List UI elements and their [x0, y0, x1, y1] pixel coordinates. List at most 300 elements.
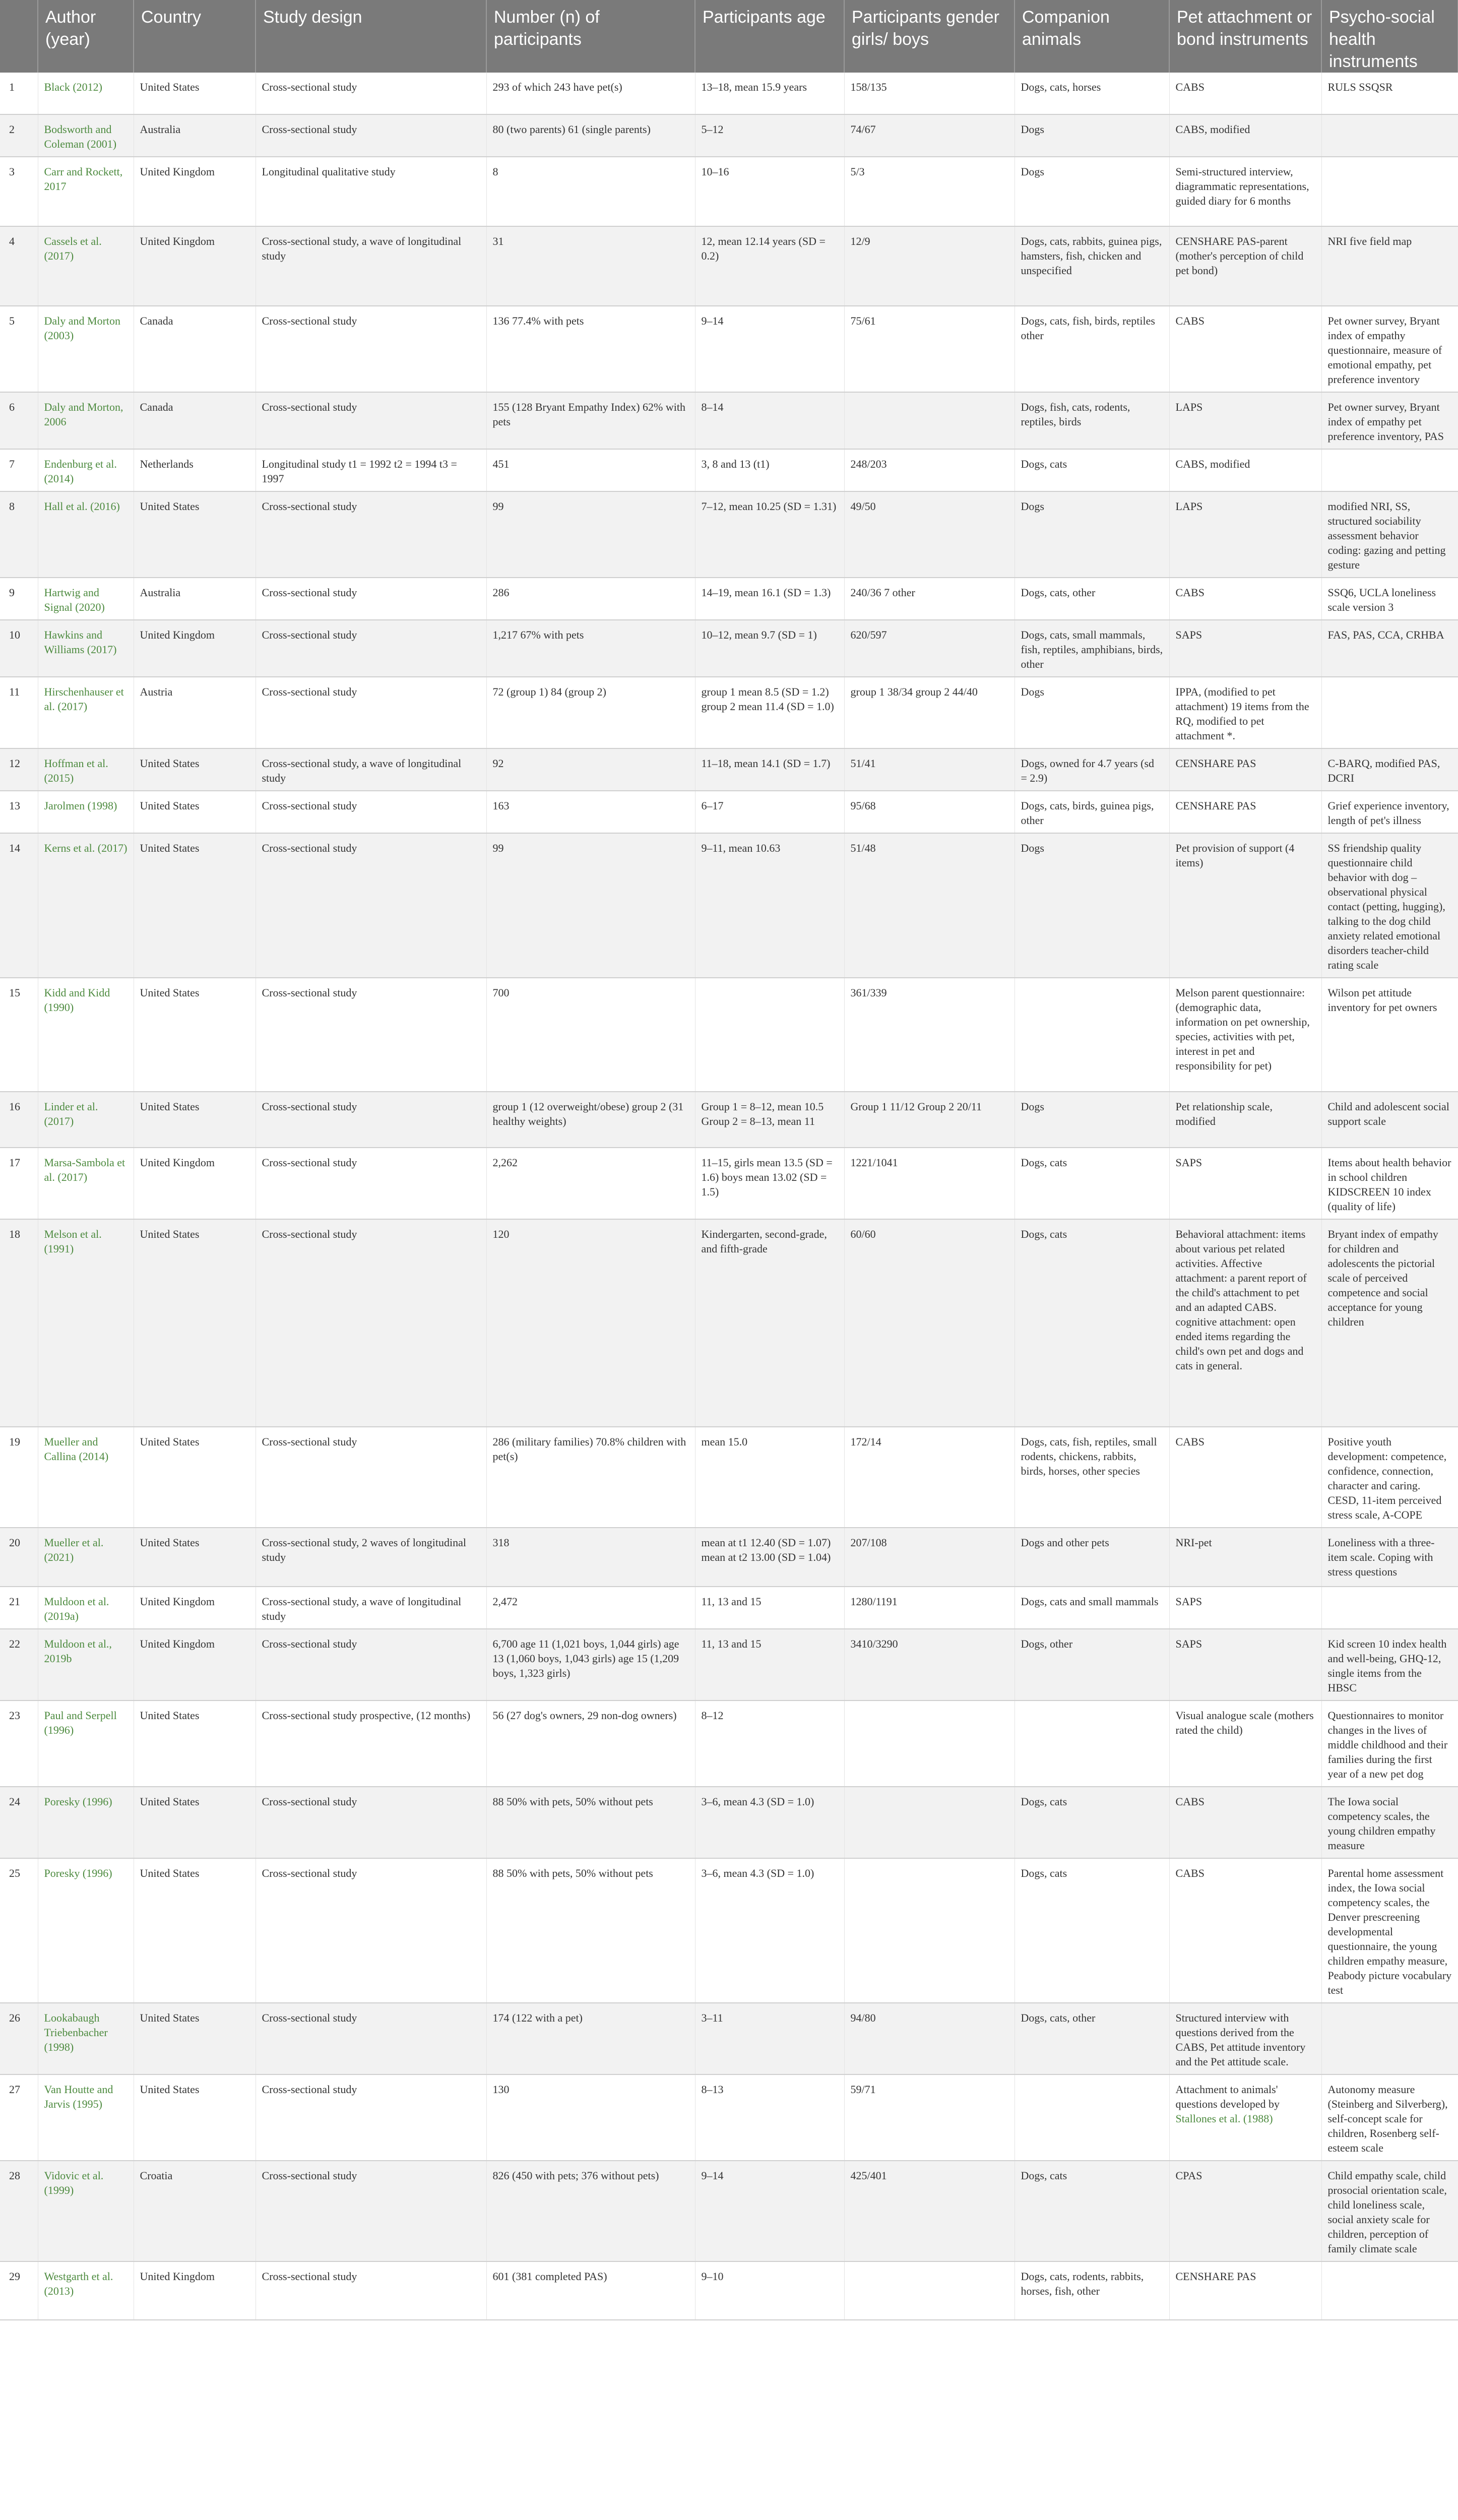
participants-count: 31	[486, 226, 695, 306]
study-design: Cross-sectional study	[256, 306, 486, 392]
participants-count: 826 (450 with pets; 376 without pets)	[486, 2161, 695, 2261]
study-design: Cross-sectional study prospective, (12 months)	[256, 1700, 486, 1787]
health-instruments: Pet owner survey, Bryant index of empathy questionnaire, measure of emotional empathy, pet preference inventory	[1321, 306, 1458, 392]
table-row	[0, 2261, 1458, 2320]
study-design: Cross-sectional study	[256, 1219, 486, 1427]
participants-gender: 1280/1191	[844, 1587, 1015, 1629]
participants-count: 72 (group 1) 84 (group 2)	[486, 677, 695, 748]
author-year[interactable]: Linder et al. (2017)	[38, 1092, 134, 1148]
author-year[interactable]: Lookabaugh Triebenbacher (1998)	[38, 2003, 134, 2074]
country: United States	[134, 978, 256, 1092]
participants-gender	[844, 1858, 1015, 2003]
health-instruments: SSQ6, UCLA loneliness scale version 3	[1321, 578, 1458, 620]
table-row	[0, 833, 1458, 978]
table-row	[0, 620, 1458, 677]
companion-animals: Dogs, cats, rodents, rabbits, horses, fish, other	[1015, 2261, 1169, 2320]
column-header: Participants age	[695, 0, 844, 73]
study-design: Cross-sectional study	[256, 578, 486, 620]
health-instruments	[1321, 2261, 1458, 2320]
attachment-instruments: IPPA, (modified to pet attachment) 19 items from the RQ, modified to pet attachment *.	[1169, 677, 1321, 748]
study-design: Cross-sectional study	[256, 2003, 486, 2074]
participants-gender: 12/9	[844, 226, 1015, 306]
participants-gender: 3410/3290	[844, 1629, 1015, 1700]
participants-gender: 620/597	[844, 620, 1015, 677]
row-number: 12	[0, 748, 38, 791]
row-number: 20	[0, 1528, 38, 1587]
companion-animals: Dogs	[1015, 491, 1169, 578]
row-number: 22	[0, 1629, 38, 1700]
author-year[interactable]: Westgarth et al. (2013)	[38, 2261, 134, 2320]
health-instruments: C-BARQ, modified PAS, DCRI	[1321, 748, 1458, 791]
table-row	[0, 2161, 1458, 2261]
column-header	[0, 0, 38, 73]
table-row	[0, 306, 1458, 392]
author-year[interactable]: Kerns et al. (2017)	[38, 833, 134, 978]
table-row	[0, 1427, 1458, 1528]
attachment-instruments: CABS, modified	[1169, 114, 1321, 157]
table-row	[0, 1587, 1458, 1629]
participants-count: 130	[486, 2074, 695, 2161]
participants-age: group 1 mean 8.5 (SD = 1.2) group 2 mean 11.4 (SD = 1.0)	[695, 677, 844, 748]
companion-animals	[1015, 2074, 1169, 2161]
table-row	[0, 449, 1458, 491]
participants-count: 88 50% with pets, 50% without pets	[486, 1787, 695, 1858]
participants-age: 5–12	[695, 114, 844, 157]
participants-count: 293 of which 243 have pet(s)	[486, 73, 695, 114]
row-number: 3	[0, 157, 38, 226]
row-number: 15	[0, 978, 38, 1092]
participants-gender: 94/80	[844, 2003, 1015, 2074]
attachment-instruments: CENSHARE PAS	[1169, 2261, 1321, 2320]
participants-age: 13–18, mean 15.9 years	[695, 73, 844, 114]
companion-animals: Dogs, cats	[1015, 2161, 1169, 2261]
country: Australia	[134, 578, 256, 620]
participants-age: 6–17	[695, 791, 844, 833]
participants-count: 601 (381 completed PAS)	[486, 2261, 695, 2320]
table-row	[0, 748, 1458, 791]
health-instruments: Autonomy measure (Steinberg and Silverberg), self-concept scale for children, Rosenberg self-esteem scale	[1321, 2074, 1458, 2161]
participants-count: 120	[486, 1219, 695, 1427]
country: Canada	[134, 306, 256, 392]
attachment-instruments: CABS	[1169, 306, 1321, 392]
attachment-instruments: Behavioral attachment: items about various pet related activities. Affective attachment: a parent report of the child's attachment to pet and an adapted CABS. cognitive attachment: open ended items regarding the child's own pet and dogs and cats in general.	[1169, 1219, 1321, 1427]
study-design: Cross-sectional study	[256, 1427, 486, 1528]
attachment-instruments: CENSHARE PAS	[1169, 791, 1321, 833]
country: United Kingdom	[134, 1148, 256, 1219]
author-year[interactable]: Hoffman et al. (2015)	[38, 748, 134, 791]
table-row	[0, 2074, 1458, 2161]
row-number: 6	[0, 392, 38, 449]
participants-count: 451	[486, 449, 695, 491]
participants-count: 136 77.4% with pets	[486, 306, 695, 392]
attachment-instruments: CABS	[1169, 1858, 1321, 2003]
country: Netherlands	[134, 449, 256, 491]
health-instruments: Parental home assessment index, the Iowa social competency scales, the Denver prescreening developmental questionnaire, the young children empathy measure, Peabody picture vocabulary test	[1321, 1858, 1458, 2003]
attachment-instruments: CENSHARE PAS-parent (mother's perception of child pet bond)	[1169, 226, 1321, 306]
participants-gender: Group 1 11/12 Group 2 20/11	[844, 1092, 1015, 1148]
study-design: Cross-sectional study	[256, 114, 486, 157]
column-header: Participants gender girls/ boys	[844, 0, 1015, 73]
study-design: Cross-sectional study	[256, 1092, 486, 1148]
study-design: Cross-sectional study	[256, 2074, 486, 2161]
author-year[interactable]: Muldoon et al. (2019a)	[38, 1587, 134, 1629]
participants-age: 12, mean 12.14 years (SD = 0.2)	[695, 226, 844, 306]
health-instruments: Loneliness with a three-item scale. Coping with stress questions	[1321, 1528, 1458, 1587]
participants-age: 3–6, mean 4.3 (SD = 1.0)	[695, 1787, 844, 1858]
participants-count: 8	[486, 157, 695, 226]
country: United States	[134, 791, 256, 833]
health-instruments: Kid screen 10 index health and well-being, GHQ-12, single items from the HBSC	[1321, 1629, 1458, 1700]
participants-age: 10–16	[695, 157, 844, 226]
participants-gender: 60/60	[844, 1219, 1015, 1427]
participants-count: 700	[486, 978, 695, 1092]
companion-animals	[1015, 978, 1169, 1092]
participants-gender: 425/401	[844, 2161, 1015, 2261]
study-design: Cross-sectional study	[256, 978, 486, 1092]
health-instruments: SS friendship quality questionnaire child behavior with dog – observational physical contact (petting, hugging), talking to the dog child anxiety related emotional disorders teacher-child rating scale	[1321, 833, 1458, 978]
health-instruments: Questionnaires to monitor changes in the lives of middle childhood and their families during the first year of a new pet dog	[1321, 1700, 1458, 1787]
table-row	[0, 157, 1458, 226]
author-year[interactable]: Kidd and Kidd (1990)	[38, 978, 134, 1092]
author-year[interactable]: Endenburg et al. (2014)	[38, 449, 134, 491]
country: United States	[134, 1787, 256, 1858]
study-design: Cross-sectional study	[256, 73, 486, 114]
author-year[interactable]: Bodsworth and Coleman (2001)	[38, 114, 134, 157]
attachment-instruments: Attachment to animals' questions developed by Stallones et al. (1988)	[1169, 2074, 1321, 2161]
participants-gender: 49/50	[844, 491, 1015, 578]
participants-age: 8–14	[695, 392, 844, 449]
companion-animals: Dogs and other pets	[1015, 1528, 1169, 1587]
table-row	[0, 1219, 1458, 1427]
participants-age: 3–11	[695, 2003, 844, 2074]
table-row	[0, 677, 1458, 748]
country: United States	[134, 73, 256, 114]
row-number: 23	[0, 1700, 38, 1787]
companion-animals: Dogs, cats	[1015, 449, 1169, 491]
health-instruments: modified NRI, SS, structured sociability assessment behavior coding: gazing and petting gesture	[1321, 491, 1458, 578]
row-number: 9	[0, 578, 38, 620]
table-body	[0, 73, 1458, 2320]
participants-age: mean 15.0	[695, 1427, 844, 1528]
participants-gender: 172/14	[844, 1427, 1015, 1528]
participants-age: 3–6, mean 4.3 (SD = 1.0)	[695, 1858, 844, 2003]
row-number: 7	[0, 449, 38, 491]
row-number: 18	[0, 1219, 38, 1427]
participants-gender: 1221/1041	[844, 1148, 1015, 1219]
companion-animals: Dogs, cats	[1015, 1148, 1169, 1219]
companion-animals: Dogs, cats, horses	[1015, 73, 1169, 114]
attachment-instruments: CPAS	[1169, 2161, 1321, 2261]
author-year[interactable]: Daly and Morton, 2006	[38, 392, 134, 449]
study-design: Longitudinal study t1 = 1992 t2 = 1994 t3 = 1997	[256, 449, 486, 491]
country: United Kingdom	[134, 226, 256, 306]
attachment-instruments: SAPS	[1169, 620, 1321, 677]
country: United States	[134, 1219, 256, 1427]
participants-age: 7–12, mean 10.25 (SD = 1.31)	[695, 491, 844, 578]
participants-count: 286	[486, 578, 695, 620]
attachment-instruments: Visual analogue scale (mothers rated the child)	[1169, 1700, 1321, 1787]
country: Canada	[134, 392, 256, 449]
health-instruments: Items about health behavior in school children KIDSCREEN 10 index (quality of life)	[1321, 1148, 1458, 1219]
country: United States	[134, 1427, 256, 1528]
attachment-instruments: SAPS	[1169, 1148, 1321, 1219]
participants-count: 286 (military families) 70.8% children with pet(s)	[486, 1427, 695, 1528]
participants-gender	[844, 2261, 1015, 2320]
table-row	[0, 1858, 1458, 2003]
participants-gender: 361/339	[844, 978, 1015, 1092]
table-row	[0, 1148, 1458, 1219]
country: Austria	[134, 677, 256, 748]
row-number: 14	[0, 833, 38, 978]
country: United States	[134, 1092, 256, 1148]
author-year[interactable]: Vidovic et al. (1999)	[38, 2161, 134, 2261]
attachment-instruments: LAPS	[1169, 491, 1321, 578]
author-year[interactable]: Mueller et al. (2021)	[38, 1528, 134, 1587]
table-row	[0, 392, 1458, 449]
participants-gender: 248/203	[844, 449, 1015, 491]
participants-gender: 74/67	[844, 114, 1015, 157]
participants-count: 92	[486, 748, 695, 791]
country: United States	[134, 748, 256, 791]
attachment-instruments: Melson parent questionnaire: (demographic data, information on pet ownership, species, activities with pet, interest in pet and responsibility for pet)	[1169, 978, 1321, 1092]
row-number: 24	[0, 1787, 38, 1858]
participants-gender: group 1 38/34 group 2 44/40	[844, 677, 1015, 748]
companion-animals: Dogs	[1015, 677, 1169, 748]
column-header: Author (year)	[38, 0, 134, 73]
author-year[interactable]: Poresky (1996)	[38, 1858, 134, 2003]
companion-animals: Dogs, cats, other	[1015, 578, 1169, 620]
country: United States	[134, 491, 256, 578]
participants-gender	[844, 1700, 1015, 1787]
health-instruments: FAS, PAS, CCA, CRHBA	[1321, 620, 1458, 677]
attachment-instruments: CABS	[1169, 1427, 1321, 1528]
companion-animals: Dogs, cats, fish, birds, reptiles other	[1015, 306, 1169, 392]
participants-count: 99	[486, 833, 695, 978]
author-year[interactable]: Hirschenhauser et al. (2017)	[38, 677, 134, 748]
table-row	[0, 1528, 1458, 1587]
participants-age: 11, 13 and 15	[695, 1629, 844, 1700]
participants-age: 8–13	[695, 2074, 844, 2161]
table-row	[0, 978, 1458, 1092]
author-year[interactable]: Hawkins and Williams (2017)	[38, 620, 134, 677]
country: Croatia	[134, 2161, 256, 2261]
health-instruments: RULS SSQSR	[1321, 73, 1458, 114]
participants-count: 88 50% with pets, 50% without pets	[486, 1858, 695, 2003]
author-year[interactable]: Daly and Morton (2003)	[38, 306, 134, 392]
study-design: Cross-sectional study	[256, 1787, 486, 1858]
table-row	[0, 491, 1458, 578]
row-number: 5	[0, 306, 38, 392]
column-header: Pet attachment or bond instruments	[1169, 0, 1321, 73]
health-instruments: Child and adolescent social support scale	[1321, 1092, 1458, 1148]
author-year[interactable]: Hall et al. (2016)	[38, 491, 134, 578]
row-number: 10	[0, 620, 38, 677]
health-instruments: Grief experience inventory, length of pet's illness	[1321, 791, 1458, 833]
companion-animals: Dogs	[1015, 114, 1169, 157]
companion-animals	[1015, 1700, 1169, 1787]
participants-count: 56 (27 dog's owners, 29 non-dog owners)	[486, 1700, 695, 1787]
country: United Kingdom	[134, 1629, 256, 1700]
companion-animals: Dogs	[1015, 1092, 1169, 1148]
attachment-instruments: SAPS	[1169, 1587, 1321, 1629]
health-instruments	[1321, 157, 1458, 226]
column-header: Companion animals	[1015, 0, 1169, 73]
participants-count: 163	[486, 791, 695, 833]
author-year[interactable]: Jarolmen (1998)	[38, 791, 134, 833]
author-year[interactable]: Melson et al. (1991)	[38, 1219, 134, 1427]
participants-age: 8–12	[695, 1700, 844, 1787]
health-instruments: NRI five field map	[1321, 226, 1458, 306]
row-number: 13	[0, 791, 38, 833]
table-row	[0, 1629, 1458, 1700]
author-year[interactable]: Cassels et al. (2017)	[38, 226, 134, 306]
table-row	[0, 73, 1458, 114]
participants-age: 3, 8 and 13 (t1)	[695, 449, 844, 491]
health-instruments	[1321, 1587, 1458, 1629]
country: United States	[134, 1700, 256, 1787]
country: United Kingdom	[134, 620, 256, 677]
participants-count: 6,700 age 11 (1,021 boys, 1,044 girls) age 13 (1,060 boys, 1,043 girls) age 15 (1,209 boys, 1,323 girls)	[486, 1629, 695, 1700]
row-number: 21	[0, 1587, 38, 1629]
study-design: Cross-sectional study	[256, 2261, 486, 2320]
participants-age	[695, 978, 844, 1092]
row-number: 17	[0, 1148, 38, 1219]
health-instruments	[1321, 2003, 1458, 2074]
study-design: Cross-sectional study	[256, 677, 486, 748]
row-number: 26	[0, 2003, 38, 2074]
health-instruments: Child empathy scale, child prosocial orientation scale, child loneliness scale, social anxiety scale for children, perception of family climate scale	[1321, 2161, 1458, 2261]
participants-age: 9–14	[695, 2161, 844, 2261]
companion-animals: Dogs	[1015, 157, 1169, 226]
study-design: Cross-sectional study, a wave of longitudinal study	[256, 748, 486, 791]
table-row	[0, 1092, 1458, 1148]
participants-age: Group 1 = 8–12, mean 10.5 Group 2 = 8–13, mean 11	[695, 1092, 844, 1148]
author-year[interactable]: Carr and Rockett, 2017	[38, 157, 134, 226]
health-instruments: Bryant index of empathy for children and adolescents the pictorial scale of perceived competence and social acceptance for young children	[1321, 1219, 1458, 1427]
participants-count: 155 (128 Bryant Empathy Index) 62% with pets	[486, 392, 695, 449]
study-design: Cross-sectional study	[256, 1858, 486, 2003]
attachment-instruments: Pet relationship scale, modified	[1169, 1092, 1321, 1148]
participants-age: 9–14	[695, 306, 844, 392]
attachment-instruments: Pet provision of support (4 items)	[1169, 833, 1321, 978]
participants-count: 2,262	[486, 1148, 695, 1219]
health-instruments: Pet owner survey, Bryant index of empathy pet preference inventory, PAS	[1321, 392, 1458, 449]
companion-animals: Dogs, fish, cats, rodents, reptiles, birds	[1015, 392, 1169, 449]
column-header: Number (n) of participants	[486, 0, 695, 73]
participants-count: 1,217 67% with pets	[486, 620, 695, 677]
participants-age: 14–19, mean 16.1 (SD = 1.3)	[695, 578, 844, 620]
attachment-instruments: LAPS	[1169, 392, 1321, 449]
study-design: Cross-sectional study	[256, 491, 486, 578]
column-header: Study design	[256, 0, 486, 73]
health-instruments	[1321, 114, 1458, 157]
table-row	[0, 226, 1458, 306]
study-design: Cross-sectional study	[256, 392, 486, 449]
attachment-instruments: Semi-structured interview, diagrammatic representations, guided diary for 6 months	[1169, 157, 1321, 226]
companion-animals: Dogs, cats, small mammals, fish, reptiles, amphibians, birds, other	[1015, 620, 1169, 677]
health-instruments	[1321, 677, 1458, 748]
participants-gender: 59/71	[844, 2074, 1015, 2161]
study-design: Longitudinal qualitative study	[256, 157, 486, 226]
attachment-instruments: NRI-pet	[1169, 1528, 1321, 1587]
health-instruments: The Iowa social competency scales, the young children empathy measure	[1321, 1787, 1458, 1858]
author-year[interactable]: Black (2012)	[38, 73, 134, 114]
participants-age: 9–11, mean 10.63	[695, 833, 844, 978]
companion-animals: Dogs, cats, birds, guinea pigs, other	[1015, 791, 1169, 833]
study-design: Cross-sectional study	[256, 1629, 486, 1700]
study-design: Cross-sectional study	[256, 1148, 486, 1219]
study-design: Cross-sectional study	[256, 2161, 486, 2261]
participants-age: 11–15, girls mean 13.5 (SD = 1.6) boys mean 13.02 (SD = 1.5)	[695, 1148, 844, 1219]
participants-age: 11, 13 and 15	[695, 1587, 844, 1629]
row-number: 16	[0, 1092, 38, 1148]
row-number: 8	[0, 491, 38, 578]
study-design: Cross-sectional study	[256, 791, 486, 833]
column-header: Psycho-social health instruments	[1321, 0, 1458, 73]
participants-count: 80 (two parents) 61 (single parents)	[486, 114, 695, 157]
author-year[interactable]: Muldoon et al., 2019b	[38, 1629, 134, 1700]
author-year[interactable]: Marsa-Sambola et al. (2017)	[38, 1148, 134, 1219]
row-number: 29	[0, 2261, 38, 2320]
participants-gender: 51/41	[844, 748, 1015, 791]
author-year[interactable]: Paul and Serpell (1996)	[38, 1700, 134, 1787]
attachment-instruments: SAPS	[1169, 1629, 1321, 1700]
citation-link[interactable]: Stallones et al. (1988)	[1175, 2112, 1273, 2125]
row-number: 11	[0, 677, 38, 748]
row-number: 19	[0, 1427, 38, 1528]
country: United Kingdom	[134, 2261, 256, 2320]
author-year[interactable]: Hartwig and Signal (2020)	[38, 578, 134, 620]
row-number: 2	[0, 114, 38, 157]
participants-gender: 5/3	[844, 157, 1015, 226]
attachment-instruments: CABS	[1169, 578, 1321, 620]
participants-age: 10–12, mean 9.7 (SD = 1)	[695, 620, 844, 677]
country: United States	[134, 1528, 256, 1587]
row-number: 1	[0, 73, 38, 114]
participants-count: 174 (122 with a pet)	[486, 2003, 695, 2074]
study-design: Cross-sectional study, 2 waves of longitudinal study	[256, 1528, 486, 1587]
study-design: Cross-sectional study	[256, 620, 486, 677]
health-instruments	[1321, 449, 1458, 491]
participants-age: mean at t1 12.40 (SD = 1.07) mean at t2 13.00 (SD = 1.04)	[695, 1528, 844, 1587]
companion-animals: Dogs, cats	[1015, 1219, 1169, 1427]
study-design: Cross-sectional study, a wave of longitudinal study	[256, 226, 486, 306]
country: United Kingdom	[134, 1587, 256, 1629]
row-number: 4	[0, 226, 38, 306]
country: United States	[134, 2074, 256, 2161]
table-header-row	[0, 0, 1458, 73]
participants-gender: 75/61	[844, 306, 1015, 392]
author-year[interactable]: Van Houtte and Jarvis (1995)	[38, 2074, 134, 2161]
participants-gender: 240/36 7 other	[844, 578, 1015, 620]
participants-count: group 1 (12 overweight/obese) group 2 (31 healthy weights)	[486, 1092, 695, 1148]
attachment-instruments: CABS	[1169, 73, 1321, 114]
column-header: Country	[134, 0, 256, 73]
companion-animals: Dogs, cats, rabbits, guinea pigs, hamsters, fish, chicken and unspecified	[1015, 226, 1169, 306]
author-year[interactable]: Mueller and Callina (2014)	[38, 1427, 134, 1528]
table-row	[0, 791, 1458, 833]
companion-animals: Dogs	[1015, 833, 1169, 978]
health-instruments: Wilson pet attitude inventory for pet owners	[1321, 978, 1458, 1092]
companion-animals: Dogs, cats	[1015, 1858, 1169, 2003]
author-year[interactable]: Poresky (1996)	[38, 1787, 134, 1858]
participants-age: 9–10	[695, 2261, 844, 2320]
row-number: 28	[0, 2161, 38, 2261]
row-number: 25	[0, 1858, 38, 2003]
participants-count: 318	[486, 1528, 695, 1587]
companion-animals: Dogs, cats, other	[1015, 2003, 1169, 2074]
companion-animals: Dogs, cats, fish, reptiles, small rodents, chickens, rabbits, birds, horses, other species	[1015, 1427, 1169, 1528]
